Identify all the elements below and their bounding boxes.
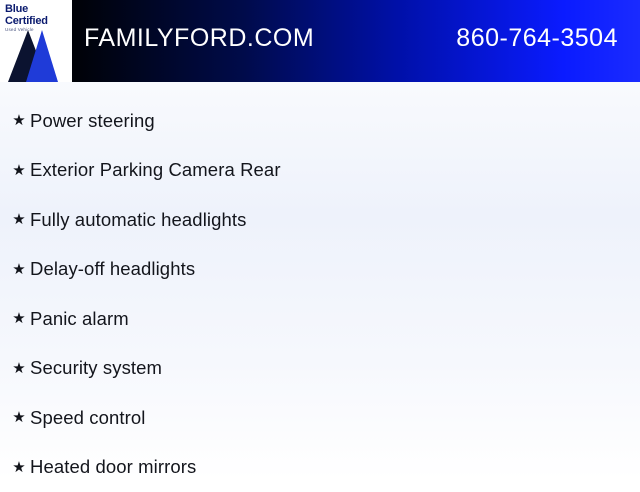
list-item bbox=[0, 344, 640, 394]
feature-label: Speed control bbox=[30, 407, 145, 429]
list-item bbox=[0, 443, 640, 492]
dealer-website-title: FAMILYFORD.COM bbox=[84, 24, 314, 53]
feature-label: Fully automatic headlights bbox=[30, 209, 247, 231]
feature-label: Power steering bbox=[30, 110, 155, 132]
badge-text-block bbox=[5, 4, 48, 33]
star-icon: ★ bbox=[8, 212, 30, 227]
badge-line-3: Used Vehicle bbox=[5, 28, 48, 33]
badge-blue-triangle-icon bbox=[26, 30, 58, 82]
star-icon: ★ bbox=[8, 460, 30, 475]
feature-list bbox=[0, 82, 640, 492]
star-icon: ★ bbox=[8, 311, 30, 326]
list-item bbox=[0, 245, 640, 295]
list-item bbox=[0, 393, 640, 443]
star-icon: ★ bbox=[8, 361, 30, 376]
feature-label: Security system bbox=[30, 357, 162, 379]
list-item bbox=[0, 96, 640, 146]
feature-label: Exterior Parking Camera Rear bbox=[30, 159, 281, 181]
star-icon: ★ bbox=[8, 113, 30, 128]
feature-label: Panic alarm bbox=[30, 308, 129, 330]
star-icon: ★ bbox=[8, 163, 30, 178]
dealer-phone-number: 860-764-3504 bbox=[456, 24, 618, 53]
badge-line-2: Certified bbox=[5, 16, 48, 28]
star-icon: ★ bbox=[8, 262, 30, 277]
list-item bbox=[0, 146, 640, 196]
badge-line-1: Blue bbox=[5, 4, 48, 16]
slide-header bbox=[0, 0, 640, 82]
list-item bbox=[0, 294, 640, 344]
star-icon: ★ bbox=[8, 410, 30, 425]
feature-label: Delay-off headlights bbox=[30, 258, 195, 280]
feature-label: Heated door mirrors bbox=[30, 456, 196, 478]
blue-certified-badge bbox=[0, 0, 72, 82]
list-item bbox=[0, 195, 640, 245]
